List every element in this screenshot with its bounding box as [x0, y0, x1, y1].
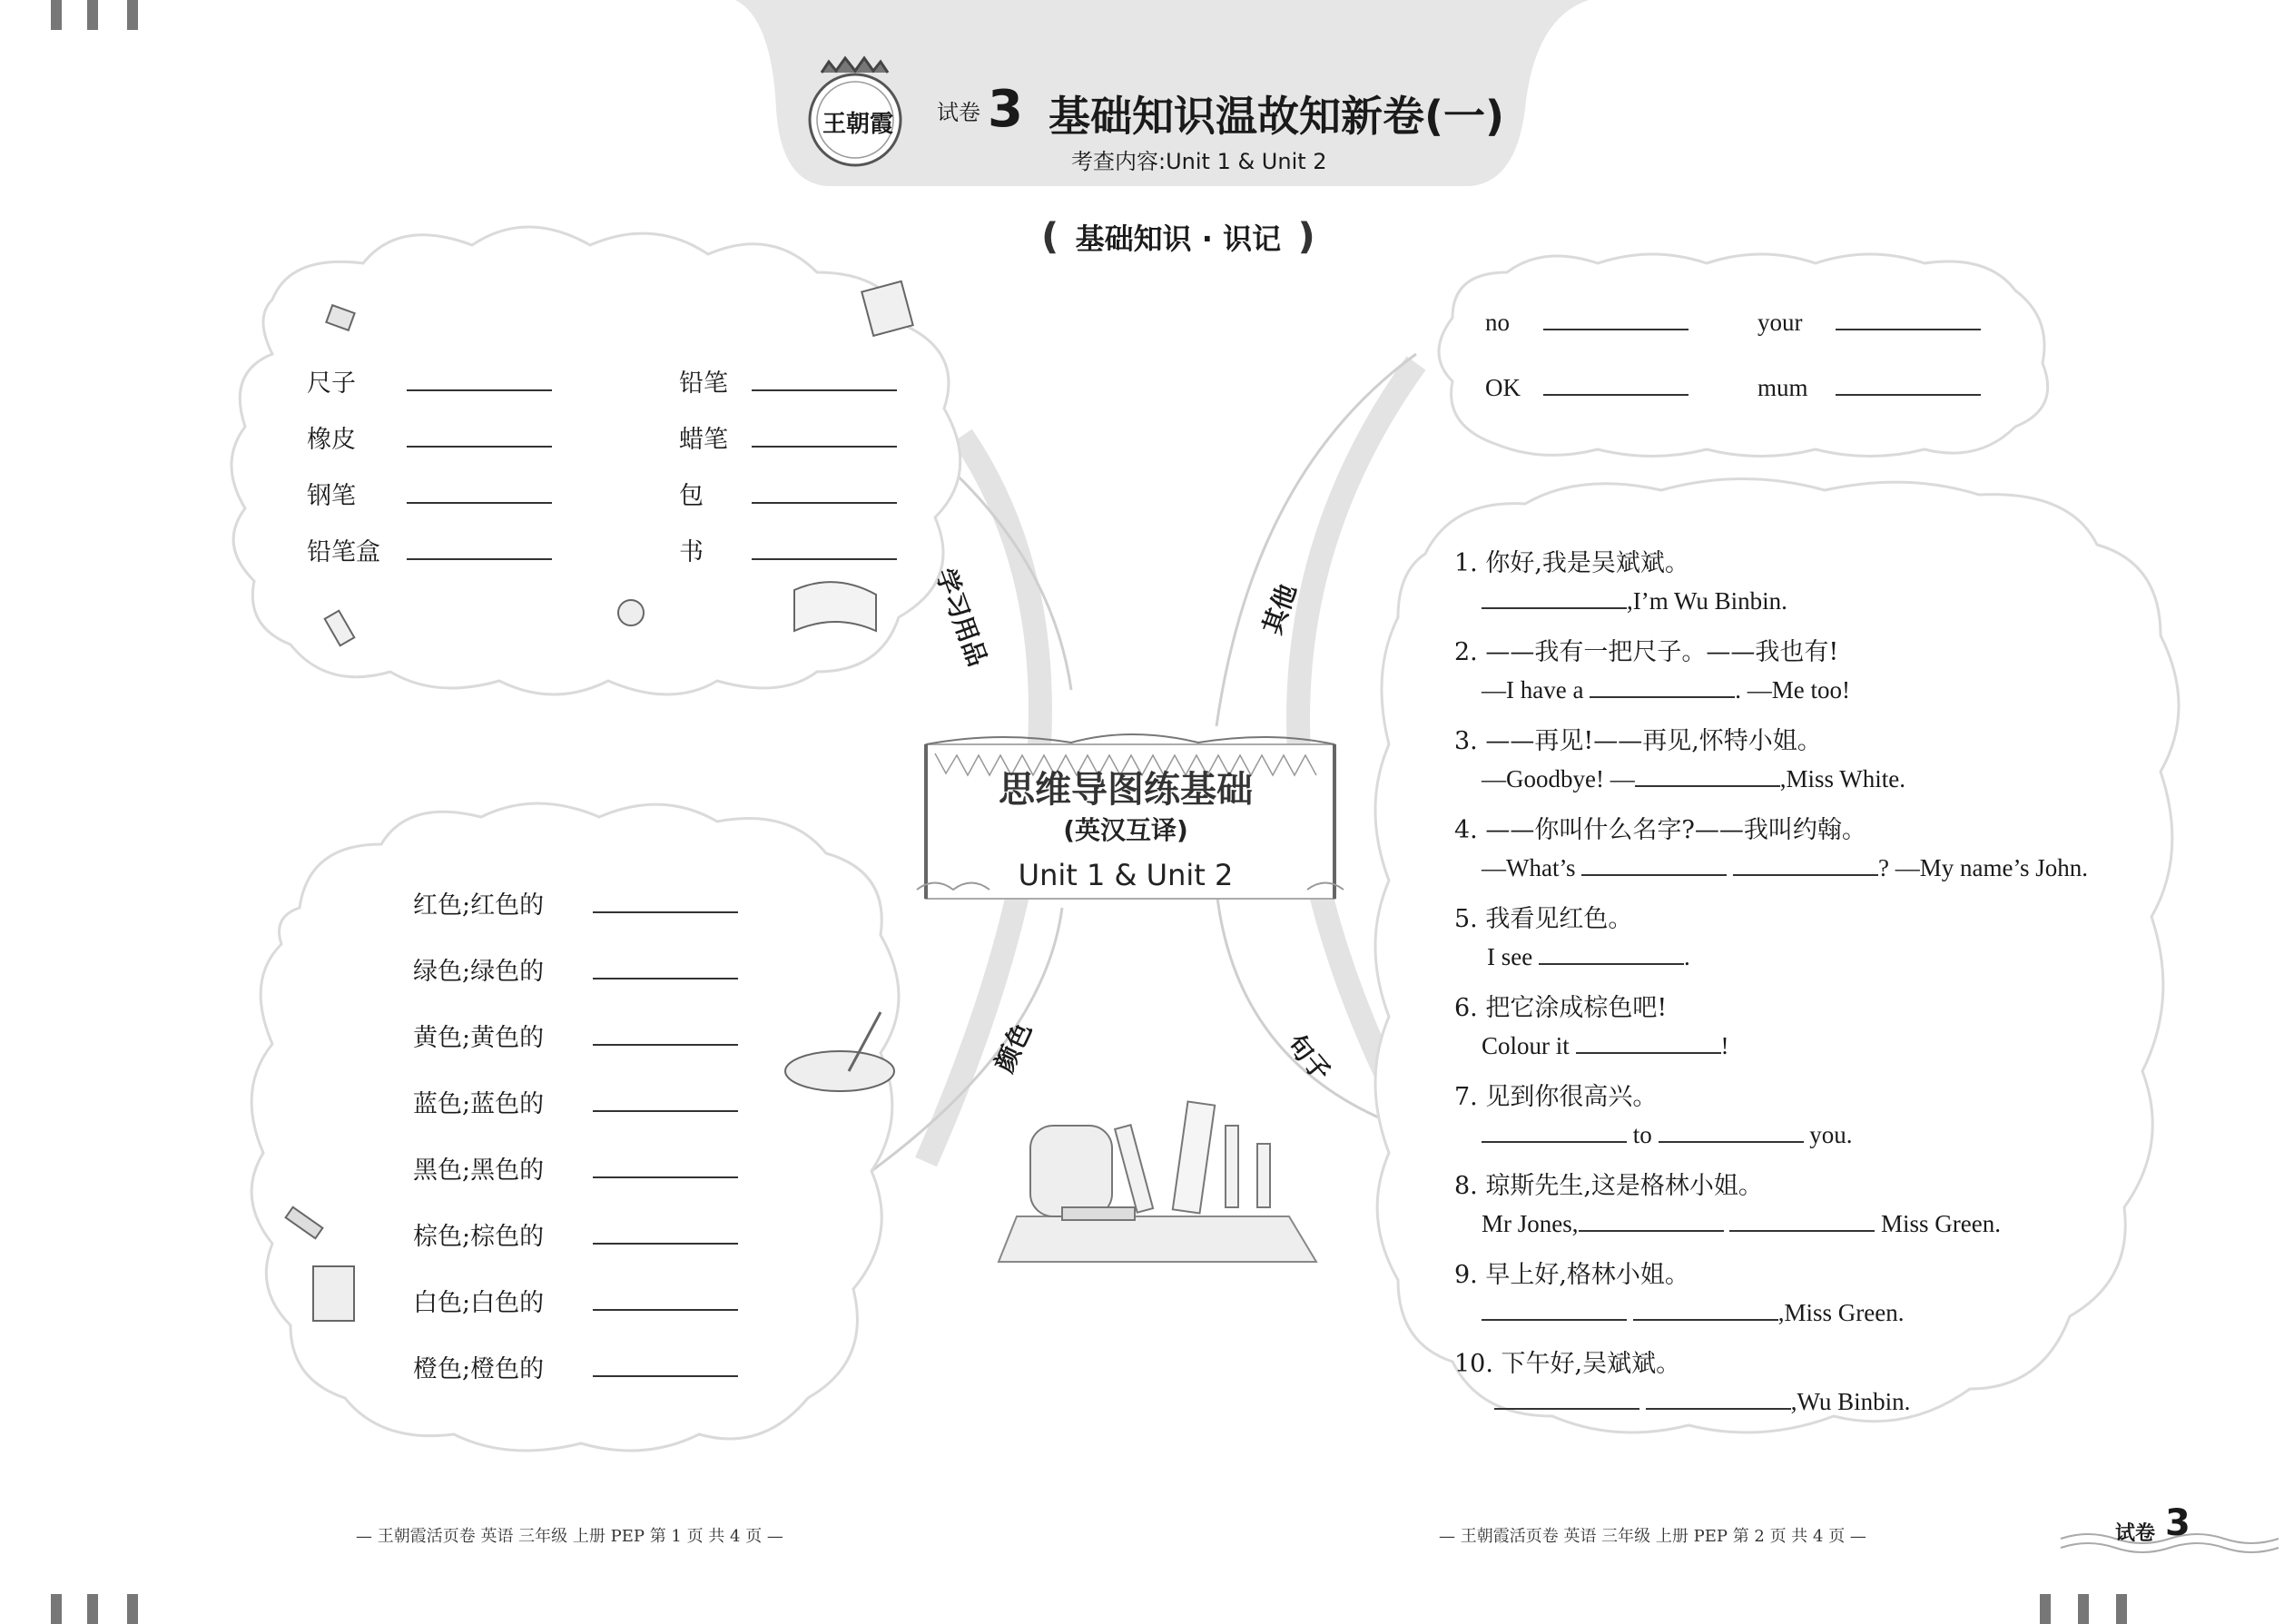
- item-label: 铅笔: [679, 369, 728, 398]
- sentence-6-cn: 6. 把它涂成棕色吧!: [1454, 994, 1668, 1022]
- answer-blank[interactable]: [407, 482, 552, 504]
- brace-left-icon: ❪: [1035, 216, 1066, 258]
- sentence-text: —What’s: [1482, 854, 1576, 881]
- center-unit: Unit 1 & Unit 2: [1018, 858, 1234, 892]
- sentence-9-cn: 9. 早上好,格林小姐。: [1454, 1261, 1689, 1289]
- list-item: [307, 532, 552, 567]
- sentence-8-en: [1482, 1210, 2001, 1238]
- branch-study-supplies: 学习用品: [930, 564, 993, 671]
- corner-paper-number: 3: [2165, 1502, 2191, 1544]
- item-label: 书: [679, 538, 704, 566]
- sentence-1-en: [1482, 587, 1787, 615]
- sentence-6-en: [1482, 1032, 1729, 1060]
- item-label: 橡皮: [307, 426, 356, 454]
- answer-blank[interactable]: [1482, 1299, 1627, 1321]
- answer-blank[interactable]: [593, 1090, 738, 1112]
- list-item: [413, 1018, 738, 1053]
- sentence-text: !: [1720, 1032, 1729, 1059]
- sentence-2-en: [1482, 676, 1850, 704]
- sentence-7-en: [1482, 1121, 1853, 1149]
- sentence-text: —I have a: [1482, 676, 1584, 704]
- answer-blank[interactable]: [1579, 1210, 1724, 1232]
- item-label: 蜡笔: [679, 426, 728, 454]
- section-title-text: 基础知识 · 识记: [1075, 221, 1282, 256]
- list-item: [307, 419, 552, 455]
- list-item: [1485, 374, 1689, 402]
- item-label: 尺子: [307, 369, 356, 398]
- sentence-2-cn: 2. ——我有一把尺子。——我也有!: [1454, 638, 1839, 666]
- answer-blank[interactable]: [752, 482, 897, 504]
- item-label: 红色;红色的: [413, 891, 545, 920]
- list-item: [1757, 374, 1981, 402]
- answer-blank[interactable]: [593, 1223, 738, 1245]
- item-label: mum: [1757, 374, 1808, 401]
- sentence-text: —Goodbye! —: [1482, 765, 1635, 792]
- sentence-text: I see: [1487, 943, 1533, 970]
- item-label: 白色;白色的: [413, 1289, 545, 1317]
- item-label: 黄色;黄色的: [413, 1024, 545, 1052]
- answer-blank[interactable]: [407, 369, 552, 391]
- answer-blank[interactable]: [593, 1355, 738, 1377]
- list-item: [1485, 309, 1689, 337]
- paper-label: 试卷: [937, 100, 980, 125]
- list-item: [679, 363, 897, 399]
- list-item: [307, 476, 552, 511]
- sentence-text: ,Wu Binbin.: [1790, 1388, 1911, 1415]
- list-item: [1757, 309, 1981, 337]
- answer-blank[interactable]: [407, 426, 552, 448]
- answer-blank[interactable]: [407, 538, 552, 560]
- answer-blank[interactable]: [1635, 765, 1780, 787]
- sentence-10-en: [1494, 1388, 1910, 1416]
- item-label: 钢笔: [307, 482, 356, 510]
- list-item: [413, 885, 738, 920]
- center-title: 思维导图练基础: [999, 769, 1253, 811]
- answer-blank[interactable]: [1576, 1032, 1721, 1054]
- item-label: 棕色;棕色的: [413, 1223, 545, 1251]
- answer-blank[interactable]: [593, 1024, 738, 1046]
- branch-others: 其他: [1256, 580, 1303, 638]
- item-label: 蓝色;蓝色的: [413, 1090, 545, 1118]
- page-subtitle: 考查内容:Unit 1 & Unit 2: [1071, 149, 1327, 174]
- footer-right: — 王朝霞活页卷 英语 三年级 上册 PEP 第 2 页 共 4 页 —: [1439, 1527, 1866, 1546]
- item-label: 包: [679, 482, 704, 510]
- paper-number: 3: [988, 80, 1023, 139]
- list-item: [413, 1283, 738, 1318]
- sentence-5-en: [1487, 943, 1690, 971]
- list-item: [679, 476, 897, 511]
- sentence-text: .: [1683, 943, 1690, 970]
- answer-blank[interactable]: [593, 958, 738, 979]
- sentence-text: ? —My name’s John.: [1877, 854, 2088, 881]
- sentence-text: ,Miss Green.: [1777, 1299, 1905, 1326]
- sentence-text: Mr Jones,: [1482, 1210, 1579, 1237]
- list-item: [413, 951, 738, 987]
- answer-blank[interactable]: [1729, 1210, 1875, 1232]
- sentence-3-en: [1482, 765, 1905, 793]
- sentence-text: ,Miss White.: [1779, 765, 1905, 792]
- sentence-3-cn: 3. ——再见!——再见,怀特小姐。: [1454, 727, 1822, 755]
- list-item: [413, 1150, 738, 1186]
- item-label: OK: [1485, 374, 1521, 401]
- answer-blank[interactable]: [752, 369, 897, 391]
- list-item: [679, 532, 897, 567]
- sentence-text: . —Me too!: [1735, 676, 1850, 704]
- branch-colors: 颜色: [989, 1018, 1039, 1078]
- branch-sentences: 句子: [1280, 1029, 1337, 1088]
- section-title: [1035, 216, 1322, 258]
- logo-text: 王朝霞: [822, 111, 894, 138]
- answer-blank[interactable]: [1633, 1299, 1778, 1321]
- list-item: [413, 1084, 738, 1119]
- answer-blank[interactable]: [1543, 374, 1689, 396]
- list-item: [307, 363, 552, 399]
- answer-blank[interactable]: [1646, 1388, 1791, 1410]
- sentence-5-cn: 5. 我看见红色。: [1454, 905, 1633, 933]
- center-subtitle: (英汉互译): [1063, 815, 1188, 845]
- answer-blank[interactable]: [752, 538, 897, 560]
- sentence-text: ,I’m Wu Binbin.: [1627, 587, 1787, 615]
- item-label: 绿色;绿色的: [413, 958, 545, 986]
- answer-blank[interactable]: [752, 426, 897, 448]
- sentence-text: Miss Green.: [1881, 1210, 2001, 1237]
- answer-blank[interactable]: [1482, 1121, 1627, 1143]
- answer-blank[interactable]: [1836, 309, 1981, 330]
- item-label: your: [1757, 309, 1803, 336]
- answer-blank[interactable]: [1482, 587, 1627, 609]
- footer-left: — 王朝霞活页卷 英语 三年级 上册 PEP 第 1 页 共 4 页 —: [356, 1527, 783, 1546]
- page-title: 基础知识温故知新卷(一): [1049, 92, 1505, 141]
- sentence-text: you.: [1809, 1121, 1853, 1148]
- sentence-9-en: [1482, 1299, 1904, 1327]
- brace-right-icon: ❫: [1291, 216, 1322, 258]
- answer-blank[interactable]: [1836, 374, 1981, 396]
- item-label: 橙色;橙色的: [413, 1355, 545, 1383]
- sentence-10-cn: 10. 下午好,吴斌斌。: [1454, 1350, 1681, 1378]
- item-label: 黑色;黑色的: [413, 1156, 545, 1185]
- answer-blank[interactable]: [1539, 943, 1684, 965]
- corner-paper-label: 试卷: [2115, 1522, 2156, 1545]
- answer-blank[interactable]: [593, 1289, 738, 1311]
- sentence-4-en: [1482, 854, 2088, 882]
- sentence-7-cn: 7. 见到你很高兴。: [1454, 1083, 1658, 1111]
- sentence-4-cn: 4. ——你叫什么名字?——我叫约翰。: [1454, 816, 1866, 844]
- answer-blank[interactable]: [1494, 1388, 1639, 1410]
- item-label: no: [1485, 309, 1510, 336]
- answer-blank[interactable]: [1543, 309, 1689, 330]
- answer-blank[interactable]: [1659, 1121, 1804, 1143]
- sentence-text: to: [1632, 1121, 1652, 1148]
- sentence-8-cn: 8. 琼斯先生,这是格林小姐。: [1454, 1172, 1763, 1200]
- list-item: [413, 1349, 738, 1384]
- list-item: [413, 1216, 738, 1252]
- list-item: [679, 419, 897, 455]
- answer-blank[interactable]: [593, 891, 738, 913]
- answer-blank[interactable]: [1590, 676, 1735, 698]
- sentence-text: Colour it: [1482, 1032, 1570, 1059]
- answer-blank[interactable]: [1733, 854, 1878, 876]
- answer-blank[interactable]: [1581, 854, 1727, 876]
- answer-blank[interactable]: [593, 1156, 738, 1178]
- item-label: 铅笔盒: [307, 538, 380, 566]
- sentence-1-cn: 1. 你好,我是吴斌斌。: [1454, 549, 1689, 577]
